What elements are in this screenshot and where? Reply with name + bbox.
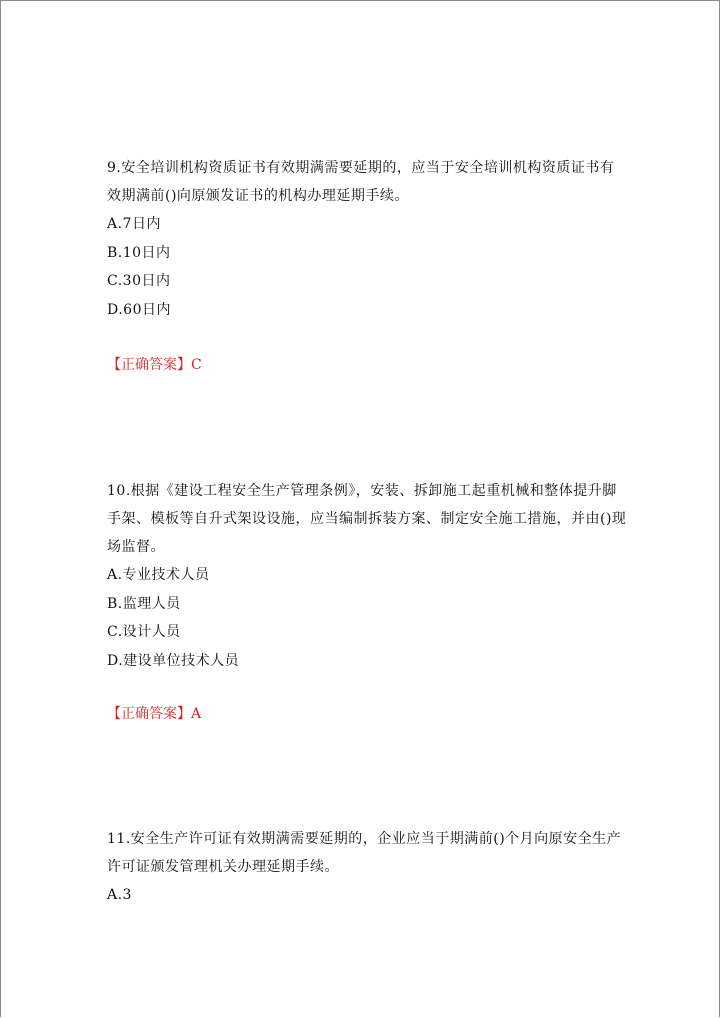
question-10: [107, 477, 627, 675]
question-11: [107, 825, 627, 910]
option-c: C.30日内: [107, 273, 171, 289]
answer-9: [107, 355, 202, 375]
option-b: B.10日内: [107, 244, 171, 261]
answer-label: 【正确答案】: [107, 706, 191, 722]
answer-value: C: [191, 357, 202, 373]
option-a: A.3: [107, 887, 132, 903]
option-c: C.设计人员: [107, 624, 181, 640]
answer-10: [107, 704, 201, 724]
question-9: [107, 154, 627, 324]
question-stem: 11.安全生产许可证有效期满需要延期的，企业应当于期满前()个月向原安全生产许可证颁发管理机关办理延期手续。: [107, 831, 622, 875]
answer-label: 【正确答案】: [107, 357, 191, 373]
option-a: A.7日内: [107, 216, 161, 232]
option-b: B.监理人员: [107, 595, 181, 612]
option-a: A.专业技术人员: [107, 567, 210, 583]
question-stem: 10.根据《建设工程安全生产管理条例》，安装、拆卸施工起重机械和整体提升脚手架、模板等自升式架设设施，应当编制拆装方案、制定安全施工措施，并由()现场监督。: [107, 483, 627, 555]
question-stem: 9.安全培训机构资质证书有效期满需要延期的，应当于安全培训机构资质证书有效期满前()向原颁发证书的机构办理延期手续。: [107, 160, 615, 204]
option-d: D.60日内: [107, 301, 171, 318]
answer-value: A: [191, 706, 202, 722]
option-d: D.建设单位技术人员: [107, 652, 240, 669]
